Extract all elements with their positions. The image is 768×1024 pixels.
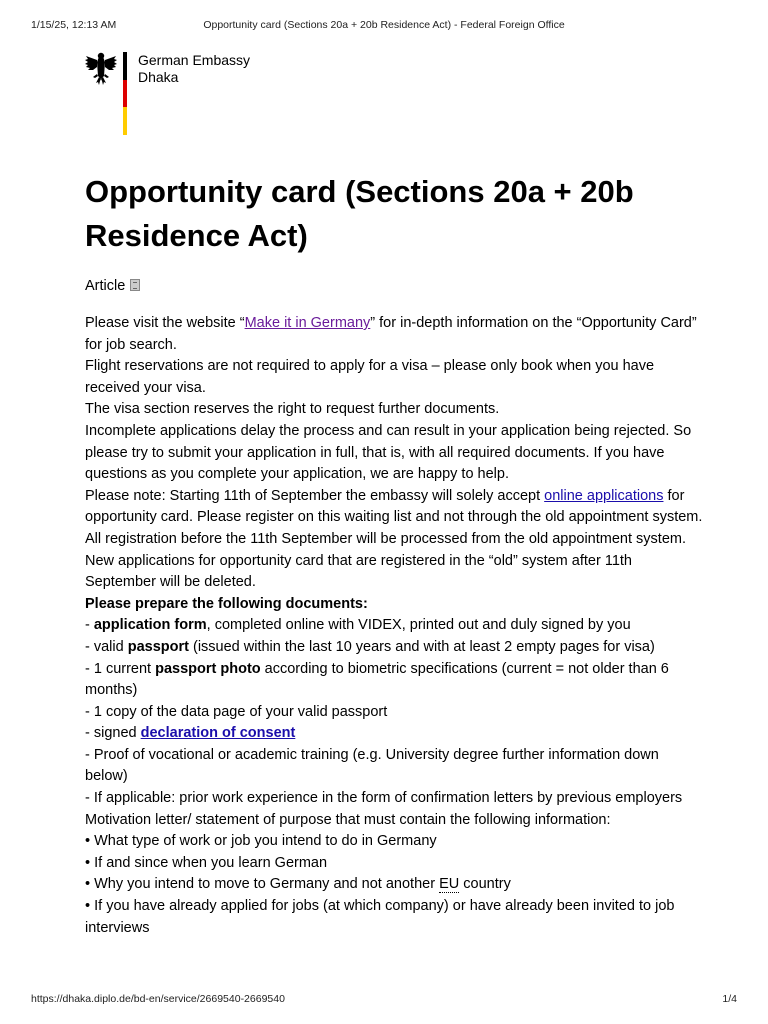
flag-black-stripe (123, 52, 127, 80)
doc-item-work-experience: - If applicable: prior work experience in the form of confirmation letters by previous employers (85, 790, 683, 807)
text: - valid (85, 638, 128, 655)
declaration-of-consent-link[interactable]: declaration of consent (140, 725, 296, 742)
flag-red-stripe (123, 80, 127, 108)
bold-text: passport photo (155, 660, 261, 677)
paragraph-registration: All registration before the 11th September will be processed from the old appointment system. New applications for opportunity card that are registered in the “old” system after 11th September will be deleted. (85, 530, 686, 591)
print-footer (0, 993, 768, 1007)
bullet-why-germany (85, 874, 705, 896)
bullet-learn-german: • If and since when you learn German (85, 854, 328, 871)
text: country (459, 876, 511, 893)
print-header (0, 19, 768, 33)
print-url: https://dhaka.diplo.de/bd-en/service/2669540-2669540 (31, 993, 285, 1005)
doc-item-passport-photo (85, 659, 705, 702)
doc-item-consent (85, 723, 705, 745)
paragraph-flight: Flight reservations are not required to apply for a visa – please only book when you have received your visa. (85, 358, 655, 396)
text: - signed (85, 725, 141, 742)
text: , completed online with VIDEX, printed out and duly signed by you (206, 617, 631, 634)
flag-bar (123, 52, 127, 135)
page-title: Opportunity card (Sections 20a + 20b Residence Act) (85, 174, 634, 253)
text: for opportunity card. Please register on this waiting list and not through the old appointment system. (85, 487, 703, 526)
bullet-applied-jobs: • If you have already applied for jobs (at which company) or have already been invited to job interviews (85, 898, 675, 936)
paragraph-make-it-in-germany (85, 313, 705, 356)
doc-item-application-form (85, 615, 705, 637)
bullet-type-of-work: • What type of work or job you intend to do in Germany (85, 833, 437, 850)
online-applications-link[interactable]: online applications (544, 487, 664, 504)
article-label (85, 278, 140, 294)
federal-eagle-icon[interactable] (84, 50, 118, 86)
article-body (85, 313, 705, 939)
article-text: Article (85, 278, 126, 294)
print-page-number: 1/4 (722, 993, 737, 1005)
text: ” for in-depth information on the “Opportunity Card” for job search. (85, 315, 697, 353)
text: - 1 current (85, 660, 156, 677)
make-it-in-germany-link[interactable]: Make it in Germany (244, 315, 371, 331)
documents-heading-text: Please prepare the following documents: (85, 595, 368, 612)
text: (issued within the last 10 years and with at least 2 empty pages for visa) (188, 638, 655, 655)
print-date: 1/15/25, 12:13 AM (31, 19, 117, 31)
paragraph-incomplete: Incomplete applications delay the process and can result in your application being rejected. So please try to submit your application in full, that is, with all required documents. If you have questions as you complete your application, we are happy to help. (85, 422, 692, 483)
flag-gold-stripe (123, 107, 127, 135)
embassy-name[interactable] (138, 52, 250, 86)
text: according to biometric specifications (current = not older than 6 months) (85, 660, 669, 699)
document-icon (130, 279, 140, 291)
doc-item-training: - Proof of vocational or academic training (e.g. University degree further information down below) (85, 746, 659, 785)
text: - (85, 617, 94, 634)
paragraph-please-note (85, 486, 705, 529)
doc-item-passport-copy: - 1 copy of the data page of your valid passport (85, 703, 388, 720)
embassy-line2: Dhaka (138, 69, 179, 85)
print-page-title: Opportunity card (Sections 20a + 20b Residence Act) - Federal Foreign Office (203, 19, 565, 31)
documents-heading (85, 594, 705, 616)
paragraph-documents-right: The visa section reserves the right to request further documents. (85, 401, 500, 418)
eu-abbreviation[interactable]: EU (439, 876, 460, 893)
text: Please visit the website “ (85, 315, 245, 331)
embassy-line1: German Embassy (138, 52, 251, 68)
bold-text: passport (127, 638, 189, 655)
motivation-letter-text: Motivation letter/ statement of purpose that must contain the following information: (85, 811, 611, 828)
doc-item-passport (85, 637, 705, 659)
text: Please note: Starting 11th of September the embassy will solely accept (85, 487, 545, 504)
text: • Why you intend to move to Germany and not another (85, 876, 440, 893)
bold-text: application form (93, 617, 207, 634)
